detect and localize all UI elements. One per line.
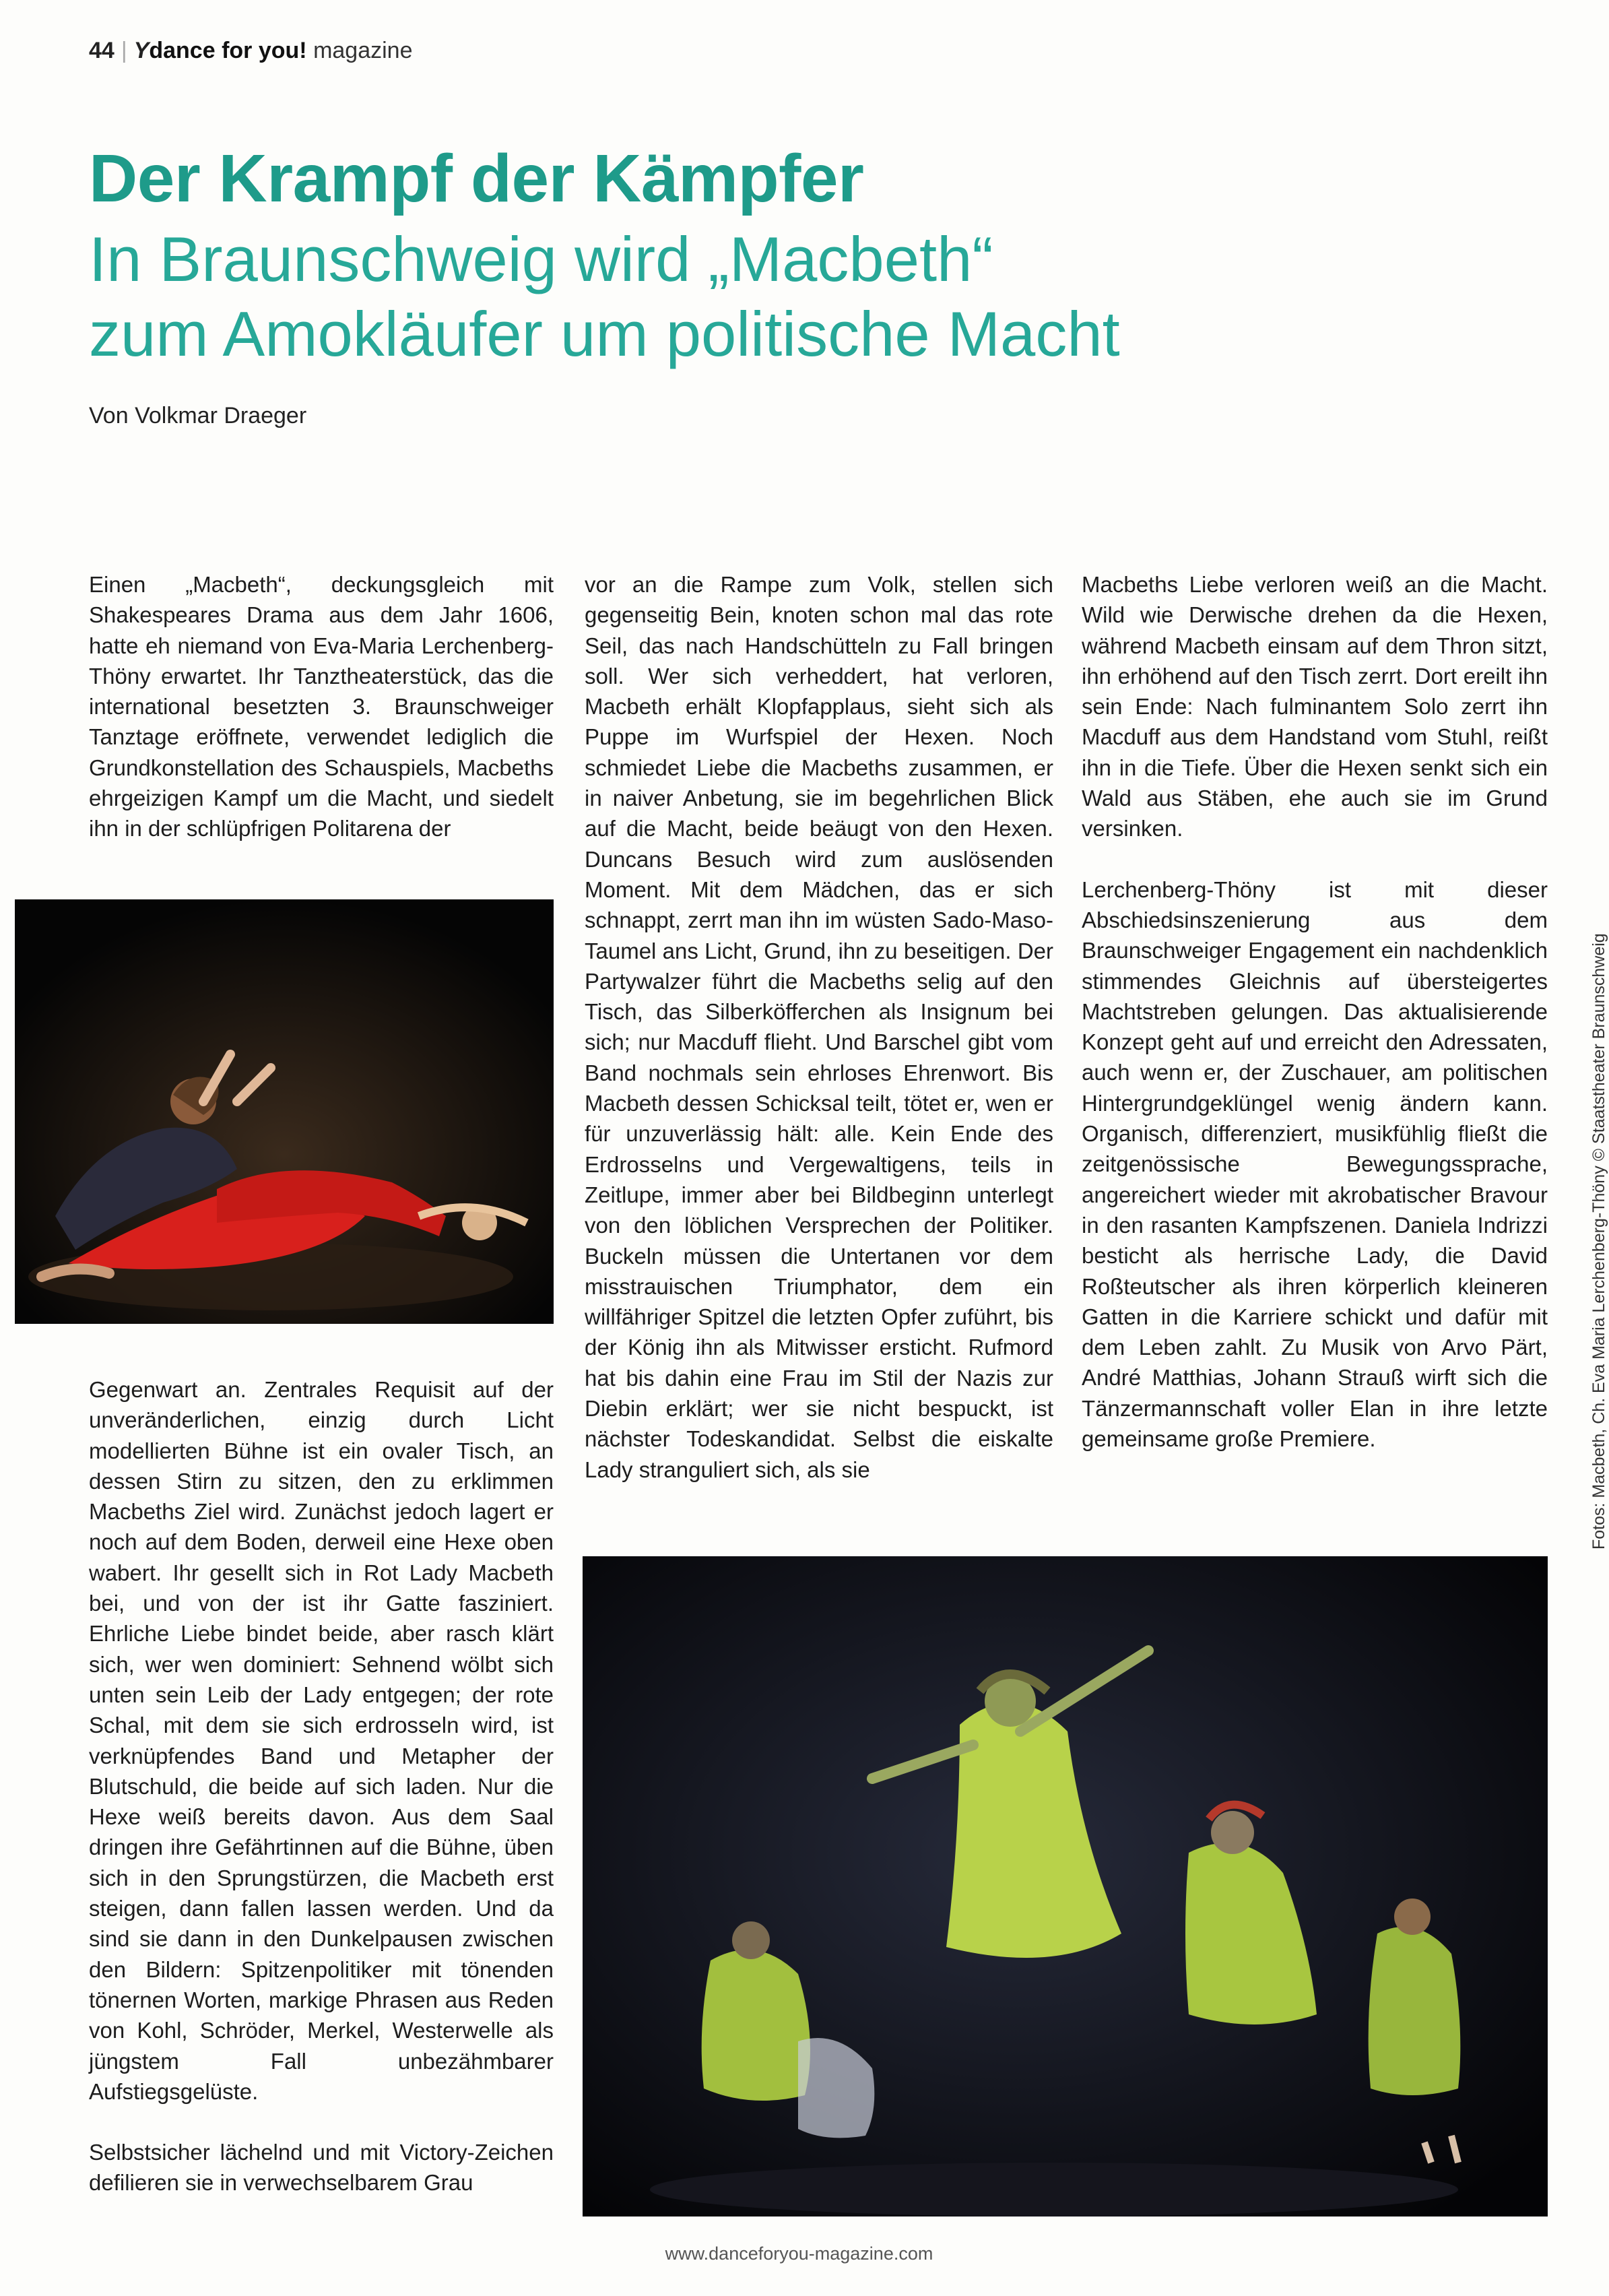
magazine-brand: dance for you! <box>149 38 307 63</box>
magazine-section: magazine <box>313 38 413 63</box>
photo-duet-graphic <box>15 899 554 1324</box>
photo-witches-graphic <box>583 1556 1548 2217</box>
column-3 <box>1082 569 1548 1454</box>
article-subtitle <box>89 222 1120 372</box>
column-1-bottom <box>89 1374 554 2198</box>
subtitle-line: zum Amokläufer um politische Macht <box>89 298 1120 369</box>
header-divider: | <box>121 38 127 63</box>
paragraph: Selbstsicher lächelnd und mit Victory-Zeichen defilieren sie in verwechselbarem Grau <box>89 2140 554 2196</box>
subtitle-line: In Braunschweig wird „Macbeth“ <box>89 224 993 294</box>
paragraph: Lerchenberg-Thöny ist mit dieser Abschiedsinszenierung aus dem Braunschweiger Engagement ein nachdenklich stimmendes Gleichnis auf übersteigertes Machtstreben gelungen. Das aktualisierende Konzept geht auf und erreicht den Adressaten, auch wenn er, der Zuschauer, am politischen Hintergrundgeklüngel wenig ändern kann. Organisch, differenziert, musikfühlig fließt die zeitgenössische Bewegungssprache, angereichert wieder mit akrobatischer Bravour in den rasanten Kampfszenen. Daniela Indrizzi besticht als herrische Lady, die David Roßteutscher als ihren körperlich kleineren Gatten in die Karriere schickt und dafür mit dem Leben zahlt. Zu Musik von Arvo Pärt, André Matthias, Johann Strauß wirft sich die Tänzermannschaft voller Elan in ihre letzte gemeinsame große Premiere. <box>1082 876 1548 1452</box>
article-title: Der Krampf der Kämpfer <box>89 141 864 216</box>
column-2 <box>585 569 1053 1485</box>
byline: Von Volkmar Draeger <box>89 403 307 428</box>
photo-macbeth-duet <box>15 899 554 1324</box>
column-1-top <box>89 569 554 844</box>
paragraph: Einen „Macbeth“, deckungsgleich mit Shakespeares Drama aus dem Jahr 1606, hatte eh niemand von Eva-Maria Lerchenberg-Thöny erwartet. Ihr Tanztheaterstück, das die international besetzten 3. Braunschweiger Tanztage eröffnete, verwendet lediglich die Grundkonstellation des Schauspiels, Macbeths ehrgeizigen Kampf um die Macht, und siedelt ihn in der schlüpfrigen Politarena der <box>89 572 554 841</box>
footer-url: www.danceforyou-magazine.com <box>665 2243 933 2264</box>
paragraph: vor an die Rampe zum Volk, stellen sich gegenseitig Bein, knoten schon mal das rote Seil, das nach Handschütteln zu Fall bringen soll. Wer sich verheddert, hat verloren, Macbeth erhält Klopfapplaus, sieht sich als Puppe im Wurfspiel der Hexen. Noch schmiedet Liebe die Macbeths zusammen, er in naiver Anbetung, sie im begehrlichen Blick auf die Macht, beide beäugt von den Hexen. Duncans Besuch wird zum auslösenden Moment. Mit dem Mädchen, das er sich schnappt, zerrt man ihn im wüsten Sado-Maso-Taumel ans Licht, Grund, ihn zu beseitigen. Der Partywalzer führt die Macbeths selig auf den Tisch, das Silberköfferchen als Insignum bei sich; nur Macduff flieht. Und Barschel gibt vom Band nochmals sein ehrloses Ehrenwort. Bis Macbeth dessen Schicksal teilt, tötet er, wen er für unzuverlässig hält: alle. Kein Ende des Erdrosselns und Vergewaltigens, teils in Zeitlupe, immer aber bei Bildbeginn unterlegt von den löblichen Versprechen der Politiker. Buckeln müssen die Untertanen vor dem misstrauischen Triumphator, dem ein willfähriger Spitzel die letzten Opfer zuführt, bis der König ihn als Mitwisser ersticht. Rufmord hat bis dahin eine Frau im Stil der Nazis zur Diebin erklärt; wer sie nicht bespuckt, ist nächster Todeskandidat. Selbst die eiskalte Lady stranguliert sich, als sie <box>585 572 1053 1482</box>
paragraph: Gegenwart an. Zentrales Requisit auf der unveränderlichen, einzig durch Licht modellierten Bühne ist ein ovaler Tisch, an dessen Stirn zu sitzen, den zu erklimmen Macbeths Ziel wird. Zunächst jedoch lagert er noch auf dem Boden, derweil eine Hexe oben wabert. Ihr gesellt sich in Rot Lady Macbeth bei, und von der ist ihr Gatte fasziniert. Ehrliche Liebe bindet beide, aber rasch klärt sich, wer wen dominiert: Sehnend wölbt sich unten sein Leib der Lady entgegen; der rote Schal, mit dem sie sich erdrosseln wird, ist verknüpfendes Band und Metapher der Blutschuld, die beide auf sich laden. Nur die Hexe weiß bereits davon. Aus dem Saal dringen ihre Gefährtinnen auf die Bühne, üben sich in den Sprungstürzen, die Macbeth erst steigen, dann fallen lassen werden. Und da sind sie dann in den Dunkelpausen zwischen den Bildern: Spitzenpolitiker mit tönenden tönernen Worten, markige Phrasen aus Reden von Kohl, Schröder, Merkel, Westerwelle als jüngstem Fall unbezähmbarer Aufstiegsgelüste. <box>89 1377 554 2104</box>
running-header <box>89 38 412 64</box>
photo-credit: Fotos: Macbeth, Ch. Eva Maria Lerchenberg-Thöny © Staatstheater Braunschweig <box>1589 933 1608 1550</box>
magazine-logo-icon: Y <box>133 38 150 63</box>
photo-witches-dance <box>583 1556 1548 2217</box>
page-number: 44 <box>89 38 114 63</box>
paragraph: Macbeths Liebe verloren weiß an die Macht. Wild wie Derwische drehen da die Hexen, während Macbeth einsam auf dem Thron sitzt, ihn erhöhend auf den Tisch zerrt. Dort ereilt ihn sein Ende: Nach fulminantem Solo zerrt ihn Macduff aus dem Handstand vom Stuhl, reißt ihn in die Tiefe. Über die Hexen senkt sich ein Wald aus Stäben, ehe auch sie im Grund versinken. <box>1082 572 1548 841</box>
